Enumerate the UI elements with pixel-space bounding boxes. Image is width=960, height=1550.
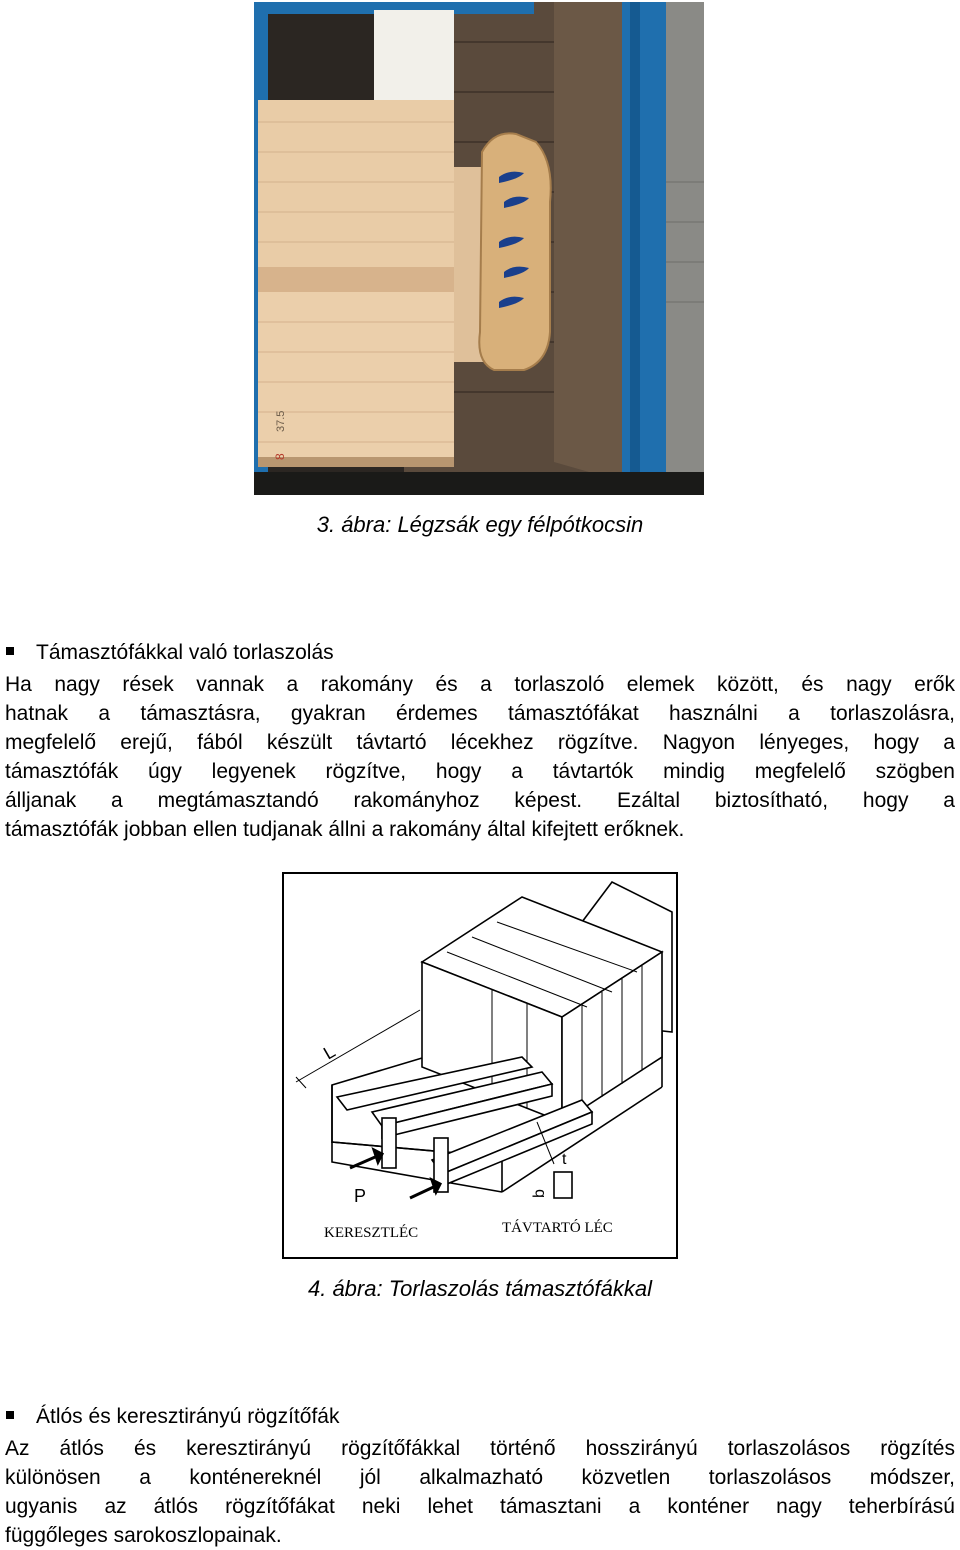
paragraph-line: hatnak a támasztásra, gyakran érdemes támasztófákat használni a torlaszolásra, [5,702,955,725]
label-l: L [320,1041,339,1064]
label-keresztlec: KERESZTLÉC [324,1225,419,1241]
paragraph-line: különösen a konténereknél jól alkalmazható közvetlen torlaszolásos módszer, [5,1466,955,1489]
paragraph-line: függőleges sarokoszlopainak. [5,1524,282,1547]
paragraph-line: álljanak a megtámasztandó rakományhoz képest. Ezáltal biztosítható, hogy a [5,789,955,812]
bullet-square-icon [6,1411,14,1419]
section2-bullet [6,1405,339,1429]
paragraph-line: támasztófák úgy legyenek rögzítve, hogy a távtartók mindig megfelelő szögben [5,760,955,783]
paragraph-line: megfelelő erejű, fából készült távtartó lécekhez rögzítve. Nagyon lényeges, hogy a [5,731,955,754]
figure4-caption: 4. ábra: Torlaszolás támasztófákkal [307,1276,653,1301]
section1-bullet [6,641,334,665]
paragraph-line: Az átlós és keresztirányú rögzítőfákkal történő hosszirányú torlaszolásos rögzítés [5,1437,955,1460]
label-t: t [562,1151,567,1168]
paragraph-line: ugyanis az átlós rögzítőfákat neki lehet támasztani a konténer nagy teherbírású [5,1495,955,1518]
label-p: P [354,1186,367,1206]
photo-mark-8: 8 [273,453,287,460]
label-b: b [531,1189,548,1198]
airbag-photo [254,2,704,495]
section2-bullet-text: Átlós és keresztirányú rögzítőfák [36,1405,340,1428]
label-tavtartolec: TÁVTARTÓ LÉC [502,1220,613,1236]
section2-paragraph [5,1434,955,1550]
section1-paragraph [5,670,955,844]
paragraph-line: Ha nagy rések vannak a rakomány és a torlaszoló elemek között, és nagy erők [5,673,955,696]
paragraph-line: támasztófák jobban ellen tudjanak állni a rakomány által kifejtett erőknek. [5,818,685,841]
section1-bullet-text: Támasztófákkal való torlaszolás [36,641,334,664]
photo-mark-size: 37.5 [275,410,287,432]
bullet-square-icon [6,647,14,655]
figure3-caption: 3. ábra: Légzsák egy félpótkocsin [316,512,644,537]
bracing-diagram [282,872,678,1259]
